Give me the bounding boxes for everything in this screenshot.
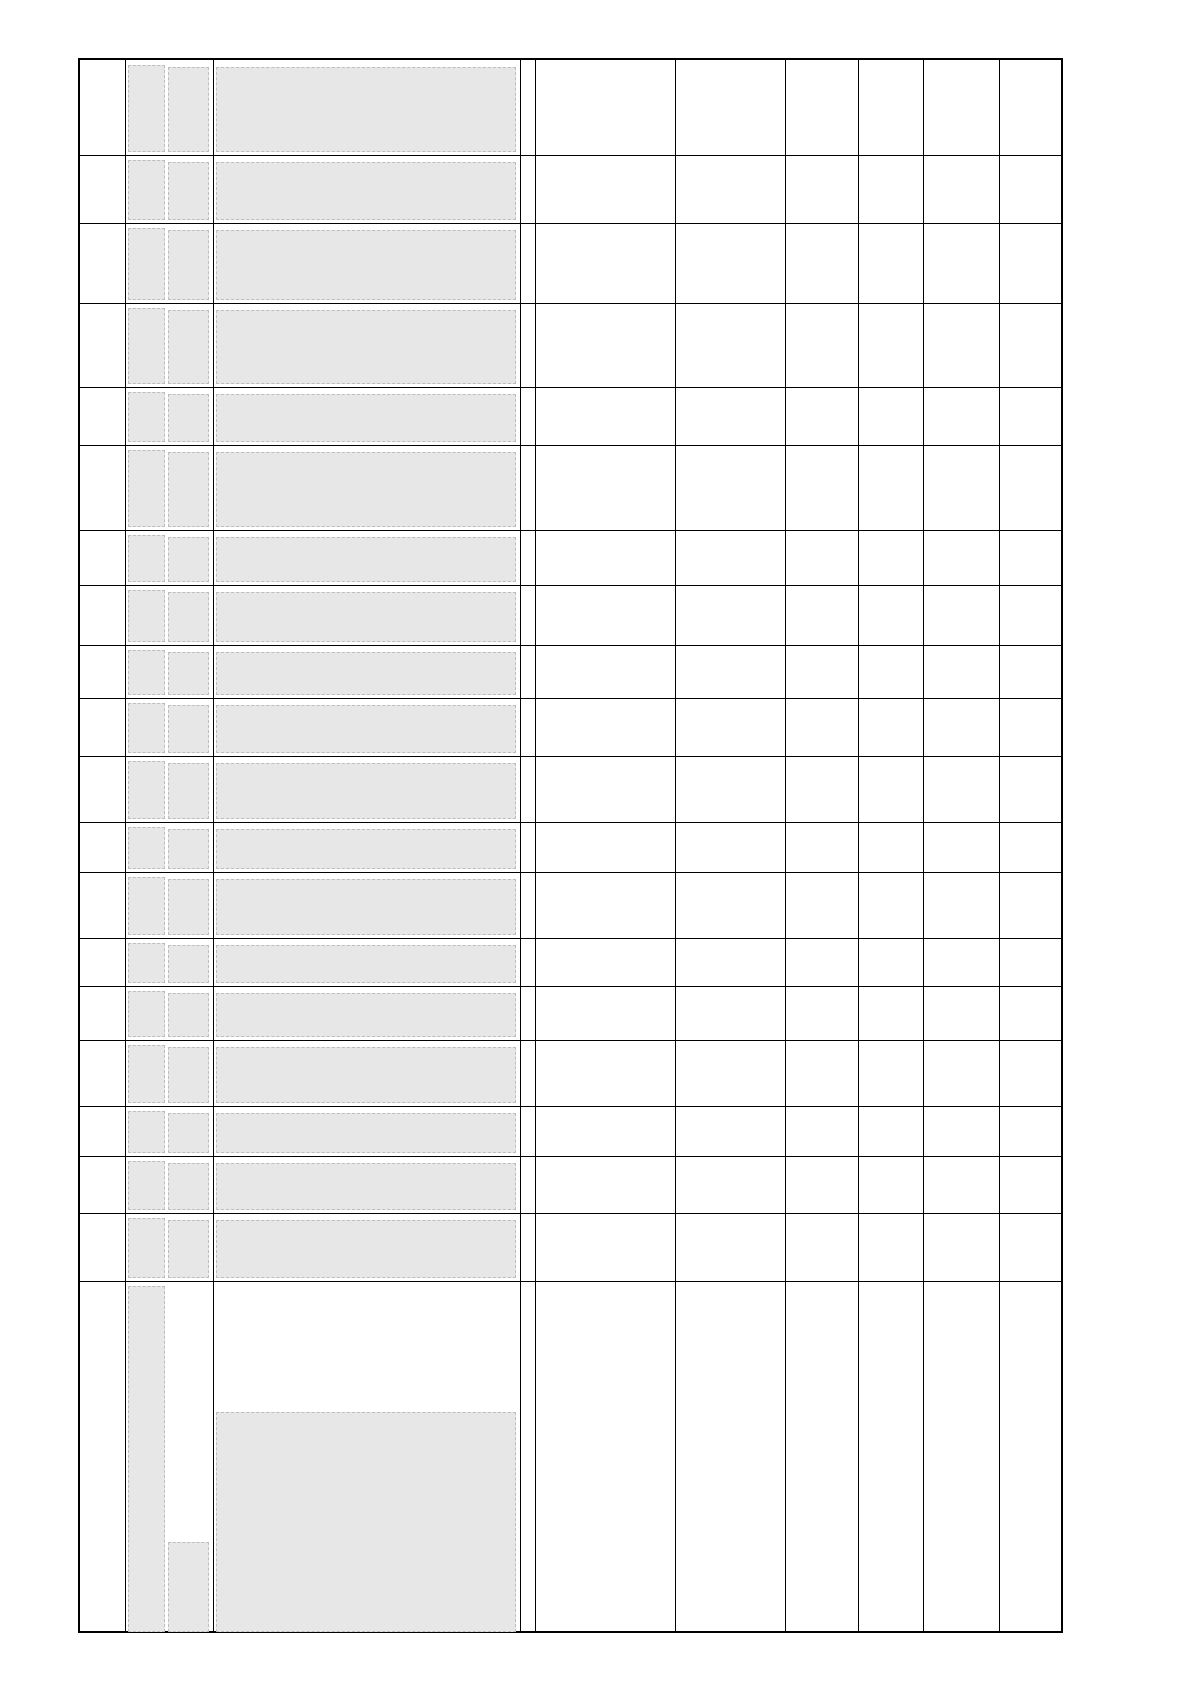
- description-cell: [216, 1220, 516, 1278]
- district-cell: [128, 650, 165, 695]
- description-cell: [216, 310, 516, 384]
- row-divider: [80, 822, 1061, 823]
- description-cell: [216, 394, 516, 442]
- description-cell: [216, 162, 516, 220]
- district-cell: [128, 450, 165, 527]
- row-divider: [80, 1156, 1061, 1157]
- row-divider: [80, 155, 1061, 156]
- settlement-cell: [168, 652, 209, 695]
- row-divider: [80, 756, 1061, 757]
- col-divider: [858, 60, 859, 1631]
- district-cell: [128, 703, 165, 753]
- col-divider: [923, 60, 924, 1631]
- district-cell: [128, 1045, 165, 1103]
- settlement-cell: [168, 1220, 209, 1278]
- description-cell: [216, 945, 516, 983]
- district-cell: [128, 65, 165, 152]
- settlement-cell: [168, 394, 209, 442]
- col-divider: [213, 60, 214, 1631]
- settlement-cell: [168, 1163, 209, 1210]
- description-cell: [216, 652, 516, 695]
- description-cell: [216, 829, 516, 869]
- district-cell: [128, 827, 165, 869]
- row-divider: [80, 1040, 1061, 1041]
- description-cell: [216, 1412, 516, 1632]
- settlement-cell: [168, 763, 209, 819]
- settlement-cell: [168, 1542, 209, 1632]
- description-cell: [216, 993, 516, 1037]
- col-divider: [535, 60, 536, 1631]
- description-cell: [216, 537, 516, 582]
- description-cell: [216, 67, 516, 152]
- row-divider: [80, 698, 1061, 699]
- row-divider: [80, 445, 1061, 446]
- district-cell: [128, 228, 165, 300]
- row-divider: [80, 585, 1061, 586]
- description-cell: [216, 763, 516, 819]
- settlement-cell: [168, 452, 209, 527]
- row-divider: [80, 223, 1061, 224]
- col-divider: [520, 60, 521, 1631]
- row-divider: [80, 1281, 1061, 1282]
- col-divider: [999, 60, 1000, 1631]
- description-cell: [216, 1047, 516, 1103]
- district-cell: [128, 590, 165, 642]
- description-cell: [216, 705, 516, 753]
- settlement-cell: [168, 879, 209, 935]
- district-cell: [128, 535, 165, 582]
- settlement-cell: [168, 1113, 209, 1153]
- row-divider: [80, 387, 1061, 388]
- district-cell: [128, 1111, 165, 1153]
- district-cell: [128, 761, 165, 819]
- settlement-cell: [168, 537, 209, 582]
- district-cell: [128, 943, 165, 983]
- settlement-cell: [168, 230, 209, 300]
- description-cell: [216, 1163, 516, 1210]
- settlement-cell: [168, 67, 209, 152]
- district-cell: [128, 991, 165, 1037]
- description-cell: [216, 230, 516, 300]
- row-divider: [80, 530, 1061, 531]
- settlement-cell: [168, 705, 209, 753]
- description-cell: [216, 1113, 516, 1153]
- row-divider: [80, 645, 1061, 646]
- district-cell: [128, 392, 165, 442]
- district-cell: [128, 1161, 165, 1210]
- settlement-cell: [168, 829, 209, 869]
- col-divider: [125, 60, 126, 1631]
- settlement-cell: [168, 310, 209, 384]
- row-divider: [80, 986, 1061, 987]
- row-divider: [80, 872, 1061, 873]
- district-cell: [128, 1218, 165, 1278]
- settlement-cell: [168, 945, 209, 983]
- settlement-cell: [168, 993, 209, 1037]
- row-divider: [80, 938, 1061, 939]
- settlement-cell: [168, 1047, 209, 1103]
- district-cell: [128, 160, 165, 220]
- row-divider: [80, 303, 1061, 304]
- description-cell: [216, 879, 516, 935]
- description-cell: [216, 452, 516, 527]
- col-divider: [675, 60, 676, 1631]
- col-divider: [785, 60, 786, 1631]
- row-divider: [80, 1213, 1061, 1214]
- settlement-cell: [168, 592, 209, 642]
- rotated-table: [78, 58, 1063, 1633]
- settlement-cell: [168, 162, 209, 220]
- district-cell: [128, 308, 165, 384]
- district-cell: [128, 1286, 165, 1632]
- district-cell: [128, 877, 165, 935]
- row-divider: [80, 1106, 1061, 1107]
- description-cell: [216, 592, 516, 642]
